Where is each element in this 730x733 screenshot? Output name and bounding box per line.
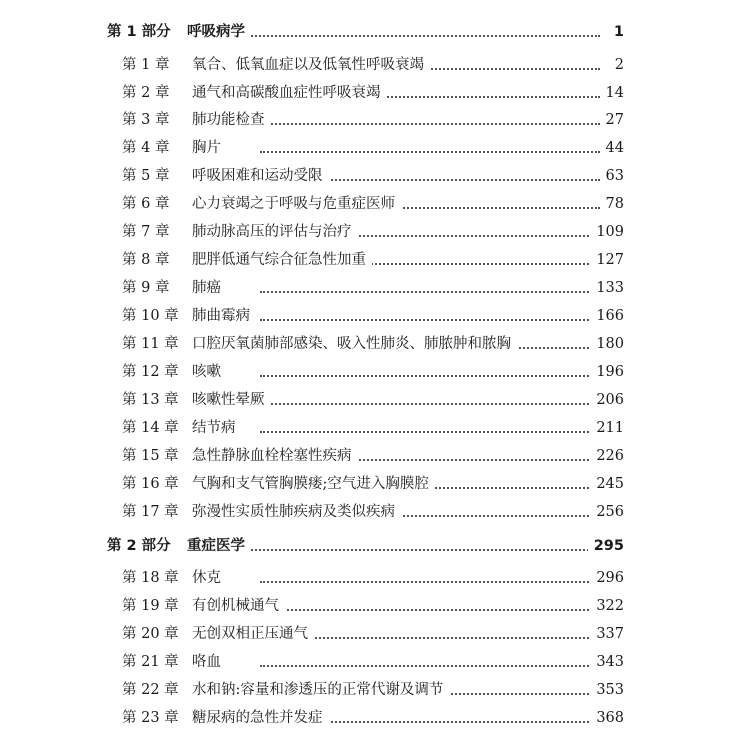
chapter-number: 第 4 章 [122,140,170,156]
chapter-number: 第 11 章 [122,336,179,352]
page-number: 2 [609,52,624,78]
page-number: 127 [590,247,624,273]
leader-dots [260,665,600,667]
chapter-title: 咳嗽 [192,359,227,385]
page-number: 27 [600,107,624,133]
chapter-title: 口腔厌氧菌肺部感染、吸入性肺炎、肺脓肿和脓胸 [192,331,517,357]
toc-chapter-8[interactable] [0,247,730,273]
page-number: 78 [600,191,624,217]
chapter-number: 第 1 章 [122,57,170,73]
toc-chapter-13[interactable] [0,387,730,413]
chapter-number: 第 17 章 [122,504,179,520]
toc-chapter-4[interactable] [0,135,730,161]
chapter-title: 气胸和支气管胸膜瘘;空气进入胸膜腔 [192,471,435,497]
chapter-number: 第 16 章 [122,476,179,492]
chapter-title: 水和钠:容量和渗透压的正常代谢及调节 [192,677,449,703]
page-number: 133 [590,275,624,301]
part-title: 重症医学 [187,533,251,559]
toc-chapter-3[interactable] [0,107,730,133]
chapter-number: 第 10 章 [122,308,179,324]
chapter-number: 第 15 章 [122,448,179,464]
page-number: 211 [590,415,624,441]
leader-dots [260,123,600,125]
toc-chapter-22[interactable] [0,677,730,703]
page-number: 322 [590,593,624,619]
leader-dots [240,35,600,37]
chapter-title: 心力衰竭之于呼吸与危重症医师 [192,191,401,217]
chapter-number: 第 8 章 [122,252,170,268]
chapter-title: 肺癌 [192,275,227,301]
toc-chapter-19[interactable] [0,593,730,619]
chapter-title: 糖尿病的急性并发症 [192,705,329,731]
chapter-number: 第 9 章 [122,280,170,296]
leader-dots [260,291,600,293]
chapter-title: 休克 [192,565,227,591]
toc-chapter-17[interactable] [0,499,730,525]
page-number: 226 [590,443,624,469]
page-number: 63 [600,163,624,189]
chapter-number: 第 19 章 [122,598,179,614]
leader-dots [260,151,600,153]
part-number: 第 1 部分 [107,24,171,40]
toc-chapter-14[interactable] [0,415,730,441]
page-number: 166 [590,303,624,329]
toc-chapter-23[interactable] [0,705,730,731]
toc-chapter-15[interactable] [0,443,730,469]
page-number: 296 [590,565,624,591]
page-number: 245 [590,471,624,497]
chapter-number: 第 12 章 [122,364,179,380]
chapter-title: 呼吸困难和运动受限 [192,163,329,189]
toc-chapter-18[interactable] [0,565,730,591]
chapter-title: 肺动脉高压的评估与治疗 [192,219,358,245]
leader-dots [240,549,600,551]
chapter-title: 胸片 [192,135,227,161]
chapter-number: 第 22 章 [122,682,179,698]
leader-dots [260,403,600,405]
chapter-number: 第 14 章 [122,420,179,436]
chapter-number: 第 3 章 [122,112,170,128]
page-number: 1 [608,19,624,45]
page-number: 295 [588,533,624,559]
chapter-title: 咳嗽性晕厥 [192,387,271,413]
toc-chapter-1[interactable] [0,52,730,78]
chapter-number: 第 6 章 [122,196,170,212]
page-number: 44 [600,135,624,161]
page-number: 256 [590,499,624,525]
chapter-title: 急性静脉血栓栓塞性疾病 [192,443,358,469]
leader-dots [260,431,600,433]
chapter-number: 第 21 章 [122,654,179,670]
chapter-title: 有创机械通气 [192,593,285,619]
chapter-title: 氧合、低氧血症以及低氧性呼吸衰竭 [192,52,430,78]
chapter-title: 肺曲霉病 [192,303,256,329]
leader-dots [260,581,600,583]
chapter-title: 肥胖低通气综合征急性加重 [192,247,372,273]
toc-chapter-12[interactable] [0,359,730,385]
page-number: 343 [590,649,624,675]
page-number: 180 [590,331,624,357]
leader-dots [260,609,600,611]
chapter-number: 第 5 章 [122,168,170,184]
toc-chapter-10[interactable] [0,303,730,329]
leader-dots [260,375,600,377]
chapter-title: 无创双相正压通气 [192,621,314,647]
page-number: 14 [600,80,624,106]
chapter-number: 第 7 章 [122,224,170,240]
page-number: 109 [590,219,624,245]
chapter-title: 咯血 [192,649,227,675]
chapter-number: 第 2 章 [122,85,170,101]
toc-chapter-2[interactable] [0,80,730,106]
chapter-number: 第 20 章 [122,626,179,642]
page-number: 353 [590,677,624,703]
toc-chapter-7[interactable] [0,219,730,245]
toc-chapter-6[interactable] [0,191,730,217]
page-number: 196 [590,359,624,385]
chapter-number: 第 13 章 [122,392,179,408]
toc-chapter-11[interactable] [0,331,730,357]
chapter-title: 结节病 [192,415,242,441]
chapter-title: 弥漫性实质性肺疾病及类似疾病 [192,499,401,525]
chapter-title: 肺功能检查 [192,107,271,133]
toc-chapter-5[interactable] [0,163,730,189]
part-title: 呼吸病学 [187,19,251,45]
chapter-number: 第 23 章 [122,710,179,726]
toc-chapter-9[interactable] [0,275,730,301]
leader-dots [260,319,600,321]
toc-chapter-20[interactable] [0,621,730,647]
toc-chapter-16[interactable] [0,471,730,497]
part-number: 第 2 部分 [107,538,171,554]
page-number: 206 [590,387,624,413]
toc-chapter-21[interactable] [0,649,730,675]
toc-part-1[interactable] [0,19,730,45]
chapter-number: 第 18 章 [122,570,179,586]
page-number: 368 [590,705,624,731]
toc-part-2[interactable] [0,533,730,559]
chapter-title: 通气和高碳酸血症性呼吸衰竭 [192,80,387,106]
page-number: 337 [590,621,624,647]
